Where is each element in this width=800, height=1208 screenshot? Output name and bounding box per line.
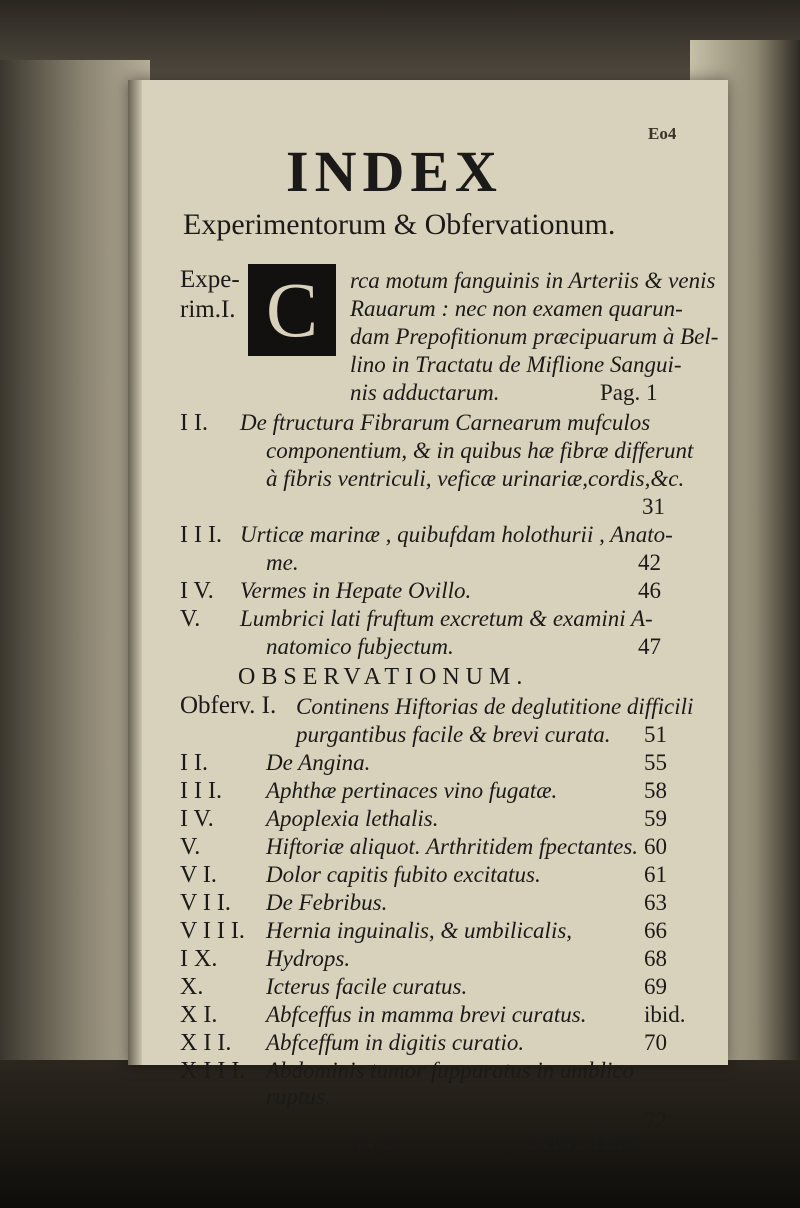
obs-number: I X. — [180, 946, 218, 972]
page-signature: Eo4 — [648, 124, 677, 143]
exp5-line: natomico fubjectum. — [266, 634, 454, 659]
obs-page: 66 — [644, 918, 667, 943]
obs-text: De Angina. — [266, 750, 371, 775]
obs-number: I I. — [180, 750, 208, 776]
obs-text: Apoplexia lethalis. — [266, 806, 439, 831]
obs-text: Icterus facile curatus. — [266, 974, 468, 999]
exp1-line: dam Prepofitionum præcipuarum à Bel- — [350, 324, 719, 349]
obs-page: 63 — [644, 890, 667, 915]
signature-mark: N 5 — [356, 1126, 395, 1155]
obs-number: V I I I. — [180, 918, 245, 944]
obs-text: Abdominis tumor fuppuratus in umblico — [266, 1058, 635, 1083]
obs-number: X I. — [180, 1002, 218, 1028]
exp3-line: me. — [266, 550, 299, 575]
exp5-number: V. — [180, 606, 201, 632]
experiment-label-cont: rim.I. — [180, 296, 236, 323]
exp3-line: Urticæ marinæ , quibufdam holothurii , Anato- — [240, 522, 673, 547]
obs-text: Abfceffum in digitis curatio. — [266, 1030, 525, 1055]
obs-page: 68 — [644, 946, 667, 971]
obs-text: Hydrops. — [266, 946, 351, 971]
obs1-label: Obferv. I. — [180, 692, 277, 719]
obs-page: 70 — [644, 1030, 667, 1055]
obs-page: 59 — [644, 806, 667, 831]
drop-cap: C — [248, 264, 336, 356]
exp4-page: 46 — [638, 578, 661, 603]
obs-text: Aphthæ pertinaces vino fugatæ. — [266, 778, 558, 803]
obs-number: V I I. — [180, 890, 231, 916]
obs13-page: 72 — [644, 1108, 667, 1133]
obs-text: Dolor capitis fubito excitatus. — [266, 862, 541, 887]
obs-page: 61 — [644, 862, 667, 887]
exp4-number: I V. — [180, 578, 214, 604]
exp3-page: 42 — [638, 550, 661, 575]
exp4-text: Vermes in Hepate Ovillo. — [240, 578, 472, 603]
page-gutter — [128, 80, 142, 1065]
obs-number: X. — [180, 974, 204, 1000]
obs13-cont: ruptus. — [266, 1084, 331, 1109]
exp2-line: componentium, & in quibus hæ fibræ differunt — [266, 438, 694, 463]
exp2-line: à fibris ventriculi, veficæ urinariæ,cordis,&c. — [266, 466, 685, 491]
exp1-line: Rauarum : nec non examen quarun- — [350, 296, 683, 321]
obs-page: 55 — [644, 750, 667, 775]
exp3-number: I I I. — [180, 522, 222, 548]
exp1-line: rca motum fanguinis in Arteriis & venis — [350, 268, 716, 293]
experiment-label: Expe- — [180, 266, 240, 293]
obs-text: Hiftoriæ aliquot. Arthritidem fpectantes. — [266, 834, 639, 859]
obs-page: 60 — [644, 834, 667, 859]
exp2-line: De ftructura Fibrarum Carnearum mufculos — [240, 410, 651, 435]
obs-number: I I I. — [180, 778, 222, 804]
obs-page: ibid. — [644, 1002, 686, 1027]
page-title: INDEX — [286, 139, 503, 204]
obs1-page: 51 — [644, 722, 667, 747]
obs-number: V I. — [180, 862, 217, 888]
obs-text: Abfceffus in mamma brevi curatus. — [266, 1002, 587, 1027]
observations-heading: OBSERVATIONUM. — [238, 664, 529, 690]
catchword: XIV. Tho- — [532, 1126, 638, 1155]
exp1-page: Pag. 1 — [600, 380, 658, 405]
obs-number: X I I. — [180, 1030, 232, 1056]
obs-number: V. — [180, 834, 201, 860]
book-page — [128, 80, 728, 1155]
obs-page: 58 — [644, 778, 667, 803]
exp5-page: 47 — [638, 634, 661, 659]
obs-number: I V. — [180, 806, 214, 832]
exp2-number: I I. — [180, 410, 208, 436]
exp2-page: 31 — [642, 494, 665, 519]
exp1-line: lino in Tractatu de Miflione Sangui- — [350, 352, 682, 377]
obs-text: Hernia inguinalis, & umbilicalis, — [266, 918, 573, 943]
obs1-line: purgantibus facile & brevi curata. — [296, 722, 611, 747]
obs-text: De Febribus. — [266, 890, 388, 915]
page-subtitle: Experimentorum & Obfervationum. — [183, 208, 616, 241]
obs-number: X I I I. — [180, 1058, 246, 1084]
exp5-line: Lumbrici lati fruftum excretum & examini A- — [240, 606, 653, 631]
obs-page: 69 — [644, 974, 667, 999]
exp1-line: nis adductarum. — [350, 380, 500, 405]
obs1-line: Continens Hiftorias de deglutitione difficili — [296, 694, 694, 719]
